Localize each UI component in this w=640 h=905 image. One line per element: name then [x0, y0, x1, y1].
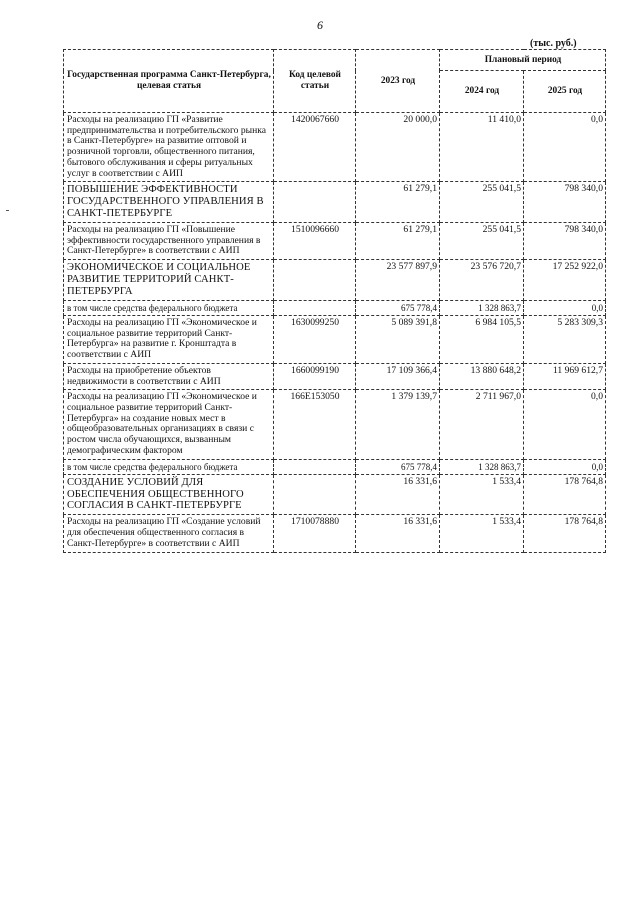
row-2024: 6 984 105,5: [440, 315, 524, 363]
table-row: [64, 390, 606, 459]
row-2025: 11 969 612,7: [524, 363, 606, 389]
header-year-2023: 2023 год: [356, 50, 440, 113]
row-2023: 20 000,0: [356, 113, 440, 182]
row-2024: 1 328 863,7: [440, 300, 524, 315]
row-name: в том числе средства федерального бюджета: [64, 459, 274, 474]
row-2025: 0,0: [524, 390, 606, 459]
row-2024: 11 410,0: [440, 113, 524, 182]
row-name: Расходы на реализацию ГП «Экономическое и социальное развитие территорий Санкт-Петербурга» на развитие г. Кронштадта в соответствии с АИП: [64, 315, 274, 363]
table-row: [64, 300, 606, 315]
row-2023: 17 109 366,4: [356, 363, 440, 389]
row-2023: 675 778,4: [356, 459, 440, 474]
row-2024: 23 576 720,7: [440, 260, 524, 301]
row-code: [274, 474, 356, 515]
row-2024: 255 041,5: [440, 182, 524, 223]
table-row: [64, 222, 606, 259]
row-code: 166E153050: [274, 390, 356, 459]
row-2024: 1 533,4: [440, 474, 524, 515]
header-year-2025: 2025 год: [524, 71, 606, 113]
row-code: [274, 260, 356, 301]
row-code: 1710078880: [274, 515, 356, 552]
row-2023: 675 778,4: [356, 300, 440, 315]
table-row: [64, 182, 606, 223]
row-2025: 0,0: [524, 300, 606, 315]
row-2025: 5 283 309,3: [524, 315, 606, 363]
row-2025: 798 340,0: [524, 222, 606, 259]
row-name: ПОВЫШЕНИЕ ЭФФЕКТИВНОСТИ ГОСУДАРСТВЕННОГО УПРАВЛЕНИЯ В САНКТ-ПЕТЕРБУРГЕ: [64, 182, 274, 223]
row-2023: 61 279,1: [356, 182, 440, 223]
row-2024: 255 041,5: [440, 222, 524, 259]
units-label: (тыс. руб.): [530, 38, 577, 49]
row-name: Расходы на реализацию ГП «Экономическое и социальное развитие территорий Санкт-Петербурга» на создание новых мест в общеобразовательных организациях в связи с ростом числа обучающихся, вызванным демографическим фактором: [64, 390, 274, 459]
row-code: [274, 182, 356, 223]
row-2025: 178 764,8: [524, 515, 606, 552]
row-2023: 5 089 391,8: [356, 315, 440, 363]
table-header-row: [64, 50, 606, 71]
row-name: ЭКОНОМИЧЕСКОЕ И СОЦИАЛЬНОЕ РАЗВИТИЕ ТЕРРИТОРИЙ САНКТ-ПЕТЕРБУРГА: [64, 260, 274, 301]
header-program: Государственная программа Санкт-Петербурга, целевая статья: [64, 50, 274, 113]
row-name: Расходы на приобретение объектов недвижимости в соответствии с АИП: [64, 363, 274, 389]
row-name: Расходы на реализацию ГП «Создание условий для обеспечения общественного согласия в Санкт-Петербурге» в соответствии с АИП: [64, 515, 274, 552]
row-2023: 23 577 897,9: [356, 260, 440, 301]
row-code: 1630099250: [274, 315, 356, 363]
row-name: Расходы на реализацию ГП «Повышение эффективности государственного управления в Санкт-Петербурге» в соответствии с АИП: [64, 222, 274, 259]
header-planned-period: Плановый период: [440, 50, 606, 71]
row-2023: 1 379 139,7: [356, 390, 440, 459]
table-row: [64, 113, 606, 182]
row-2025: 798 340,0: [524, 182, 606, 223]
row-code: [274, 300, 356, 315]
table-row: [64, 363, 606, 389]
row-2023: 61 279,1: [356, 222, 440, 259]
row-name: СОЗДАНИЕ УСЛОВИЙ ДЛЯ ОБЕСПЕЧЕНИЯ ОБЩЕСТВЕННОГО СОГЛАСИЯ В САНКТ-ПЕТЕРБУРГЕ: [64, 474, 274, 515]
row-2024: 1 533,4: [440, 515, 524, 552]
row-name: в том числе средства федерального бюджета: [64, 300, 274, 315]
row-code: [274, 459, 356, 474]
row-2023: 16 331,6: [356, 474, 440, 515]
row-2024: 13 880 648,2: [440, 363, 524, 389]
table-row: [64, 315, 606, 363]
budget-table: [63, 49, 606, 553]
row-2025: 0,0: [524, 459, 606, 474]
table-row: [64, 459, 606, 474]
row-code: 1660099190: [274, 363, 356, 389]
margin-mark: [6, 210, 9, 211]
table-row: [64, 515, 606, 552]
table-row: [64, 474, 606, 515]
row-2025: 178 764,8: [524, 474, 606, 515]
row-2023: 16 331,6: [356, 515, 440, 552]
row-code: 1420067660: [274, 113, 356, 182]
row-name: Расходы на реализацию ГП «Развитие предпринимательства и потребительского рынка в Санкт-Петербурге» на развитие оптовой и розничной торговли, общественного питания, бытового обслуживания и сферы ритуальных услуг в соответствии с АИП: [64, 113, 274, 182]
row-2025: 0,0: [524, 113, 606, 182]
row-2024: 1 328 863,7: [440, 459, 524, 474]
row-2024: 2 711 967,0: [440, 390, 524, 459]
header-code: Код целевой статьи: [274, 50, 356, 113]
row-code: 1510096660: [274, 222, 356, 259]
page-number: 6: [317, 18, 323, 32]
header-year-2024: 2024 год: [440, 71, 524, 113]
table-row: [64, 260, 606, 301]
row-2025: 17 252 922,0: [524, 260, 606, 301]
